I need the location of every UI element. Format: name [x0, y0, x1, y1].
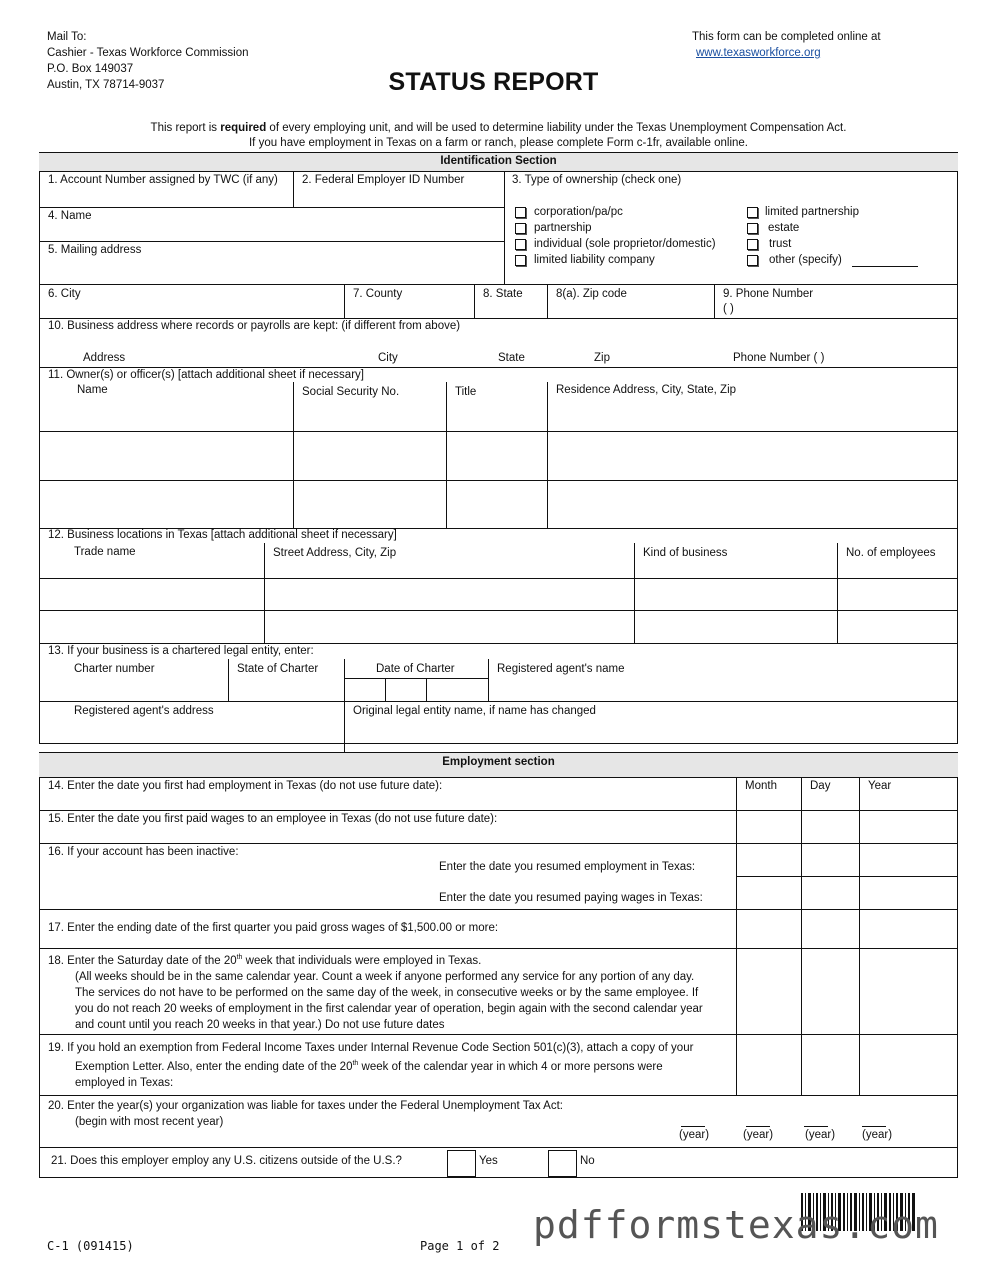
business-zip-field[interactable]: Zip: [594, 352, 610, 364]
business-locations-label: 12. Business locations in Texas [attach additional sheet if necessary]: [48, 529, 397, 541]
exemption-text-2: Exemption Letter. Also, enter the ending date of the 20: [75, 1060, 353, 1073]
intro-text-rest: of every employing unit, and will be used to determine liability under the Texas Unemployment Compensation Act.: [266, 122, 847, 134]
futa-year-2-label: (year): [743, 1129, 774, 1141]
twentieth-week-note-4: and count until you reach 20 weeks in that year.) Do not use future dates: [75, 1018, 445, 1031]
first-employment-date-label: 14. Enter the date you first had employment in Texas (do not use future date):: [48, 780, 443, 792]
page-title: STATUS REPORT: [388, 68, 599, 96]
exemption-label: [48, 1040, 693, 1091]
exemption-text-3: employed in Texas:: [75, 1076, 174, 1089]
inactive-account-label: 16. If your account has been inactive:: [48, 846, 239, 858]
number-of-employees-header: No. of employees: [846, 547, 936, 559]
ownership-limited-partnership-checkbox[interactable]: [747, 207, 758, 218]
futa-years-note: (begin with most recent year): [75, 1116, 224, 1128]
owner-residence-header: Residence Address, City, State, Zip: [556, 384, 737, 396]
futa-year-4-input[interactable]: [862, 1126, 886, 1127]
futa-year-3-label: (year): [805, 1129, 836, 1141]
charter-day-box[interactable]: [426, 678, 427, 701]
form-id: C-1 (091415): [47, 1239, 134, 1253]
charter-number-field[interactable]: Charter number: [74, 663, 155, 675]
futa-year-2-input[interactable]: [746, 1126, 770, 1127]
citizens-outside-yes-checkbox[interactable]: [447, 1150, 476, 1177]
twentieth-week-text: 18. Enter the Saturday date of the 20: [48, 954, 237, 967]
owner-ssn-header: Social Security No.: [302, 386, 400, 398]
ownership-other-specify-line[interactable]: [852, 266, 918, 267]
state-field[interactable]: 8. State: [483, 288, 523, 300]
intro-text: This report is: [150, 122, 221, 134]
state-of-charter-field[interactable]: State of Charter: [237, 663, 319, 675]
exemption-sup: th: [352, 1060, 359, 1067]
registered-agent-name-field[interactable]: Registered agent's name: [497, 663, 625, 675]
owners-label: 11. Owner(s) or officer(s) [attach additional sheet if necessary]: [48, 369, 364, 381]
day-header: Day: [810, 780, 831, 792]
chartered-entity-label: 13. If your business is a chartered legal entity, enter:: [48, 645, 314, 657]
twentieth-week-sup: th: [236, 954, 243, 961]
phone-number-field[interactable]: 9. Phone Number: [723, 288, 814, 300]
city-field[interactable]: 6. City: [48, 288, 81, 300]
location-row[interactable]: [39, 610, 958, 611]
ownership-corporation-checkbox[interactable]: [515, 207, 526, 218]
mail-to-city: Austin, TX 78714-9037: [47, 79, 165, 91]
ownership-individual-label: individual (sole proprietor/domestic): [534, 238, 716, 250]
online-note-text: This form can be completed online at: [692, 31, 881, 43]
identification-heading: Identification Section: [39, 153, 958, 171]
futa-year-4-label: (year): [862, 1129, 893, 1141]
twentieth-week-label: [48, 950, 703, 1033]
zip-code-field[interactable]: 8(a). Zip code: [556, 288, 627, 300]
original-entity-name-field[interactable]: Original legal entity name, if name has changed: [353, 705, 596, 717]
yes-label: Yes: [479, 1155, 498, 1167]
futa-years-text: 20. Enter the year(s) your organization was liable for taxes under the Federal Unemployment Tax Act:: [48, 1100, 563, 1112]
ownership-trust-label: trust: [769, 238, 792, 250]
ownership-other-checkbox[interactable]: [747, 255, 758, 266]
year-header: Year: [868, 780, 892, 792]
first-quarter-wages-label: 17. Enter the ending date of the first quarter you paid gross wages of $1,500.00 or more:: [48, 922, 499, 934]
ownership-estate-label: estate: [768, 222, 800, 234]
business-address-label: 10. Business address where records or payrolls are kept: (if different from above): [48, 320, 461, 332]
ownership-limited-partnership-label: limited partnership: [765, 206, 859, 218]
owner-row[interactable]: [39, 480, 958, 481]
charter-month-box[interactable]: [385, 678, 386, 701]
owner-row[interactable]: [39, 431, 958, 432]
ownership-other-label: other (specify): [769, 254, 842, 266]
mailing-address-field[interactable]: 5. Mailing address: [48, 244, 142, 256]
no-label: No: [580, 1155, 595, 1167]
mail-to-po-box: P.O. Box 149037: [47, 63, 134, 75]
resumed-employment-label: Enter the date you resumed employment in Texas:: [439, 861, 696, 873]
first-wages-date-label: 15. Enter the date you first paid wages to an employee in Texas (do not use future date):: [48, 813, 498, 825]
futa-year-3-input[interactable]: [804, 1126, 828, 1127]
citizens-outside-no-checkbox[interactable]: [548, 1150, 577, 1177]
futa-year-1-label: (year): [679, 1129, 710, 1141]
phone-area-code: ( ): [723, 303, 734, 315]
mail-to-cashier: Cashier - Texas Workforce Commission: [47, 47, 249, 59]
ownership-trust-checkbox[interactable]: [747, 239, 758, 250]
trade-name-header: Trade name: [74, 546, 136, 558]
watermark-text: pdfformstexas.com: [533, 1203, 939, 1247]
federal-ein-field[interactable]: 2. Federal Employer ID Number: [302, 174, 465, 186]
owner-title-header: Title: [455, 386, 477, 398]
exemption-text-1: 19. If you hold an exemption from Federal Income Taxes under Internal Revenue Code Section 501(c)(3), attach a copy of your: [48, 1042, 694, 1054]
location-street-header: Street Address, City, Zip: [273, 547, 397, 559]
business-address-field[interactable]: Address: [83, 352, 126, 364]
twentieth-week-text-rest: week that individuals were employed in Texas.: [242, 954, 482, 967]
futa-years-label: [48, 1098, 563, 1130]
ownership-partnership-label: partnership: [534, 222, 592, 234]
business-city-field[interactable]: City: [378, 352, 398, 364]
location-row[interactable]: [39, 578, 958, 579]
intro-line-1: [0, 122, 987, 134]
ownership-partnership-checkbox[interactable]: [515, 223, 526, 234]
employment-heading: Employment section: [39, 753, 958, 777]
exemption-text-2-rest: week of the calendar year in which 4 or more persons were: [358, 1060, 663, 1073]
county-field[interactable]: 7. County: [353, 288, 403, 300]
intro-line-2: If you have employment in Texas on a farm or ranch, please complete Form c-1fr, available online.: [248, 137, 748, 149]
ownership-corporation-label: corporation/pa/pc: [534, 206, 623, 218]
mail-to-label: Mail To:: [47, 31, 87, 43]
twentieth-week-note-1: (All weeks should be in the same calendar year. Count a week if anyone performed any service for any portion of any day.: [75, 970, 695, 983]
date-of-charter-label: Date of Charter: [376, 663, 455, 675]
registered-agent-address-field[interactable]: Registered agent's address: [74, 705, 214, 717]
business-phone-field[interactable]: Phone Number ( ): [733, 352, 825, 364]
twentieth-week-note-2: The services do not have to be performed on the same day of the week, in consecutive weeks or by the same employee. If: [75, 986, 699, 999]
owner-name-header: Name: [77, 384, 108, 396]
ownership-llc-label: limited liability company: [534, 254, 655, 266]
online-url-link[interactable]: www.texasworkforce.org: [696, 47, 821, 59]
ownership-llc-checkbox[interactable]: [515, 255, 526, 266]
ownership-individual-checkbox[interactable]: [515, 239, 526, 250]
name-field[interactable]: 4. Name: [48, 210, 92, 222]
ownership-type-label: 3. Type of ownership (check one): [512, 174, 682, 186]
ownership-estate-checkbox[interactable]: [747, 223, 758, 234]
intro-required: required: [220, 122, 267, 134]
business-state-field[interactable]: State: [498, 352, 525, 364]
month-header: Month: [745, 780, 777, 792]
page-number: Page 1 of 2: [420, 1239, 500, 1253]
citizens-outside-us-label: 21. Does this employer employ any U.S. citizens outside of the U.S.?: [51, 1155, 402, 1167]
twentieth-week-note-3: you do not reach 20 weeks of employment in the first calendar year of operation, begin again with the second calendar year: [75, 1002, 703, 1015]
account-number-field[interactable]: 1. Account Number assigned by TWC (if any): [48, 174, 278, 186]
futa-year-1-input[interactable]: [681, 1126, 705, 1127]
resumed-wages-label: Enter the date you resumed paying wages in Texas:: [439, 892, 703, 904]
online-note: [692, 29, 881, 61]
kind-of-business-header: Kind of business: [643, 547, 728, 559]
